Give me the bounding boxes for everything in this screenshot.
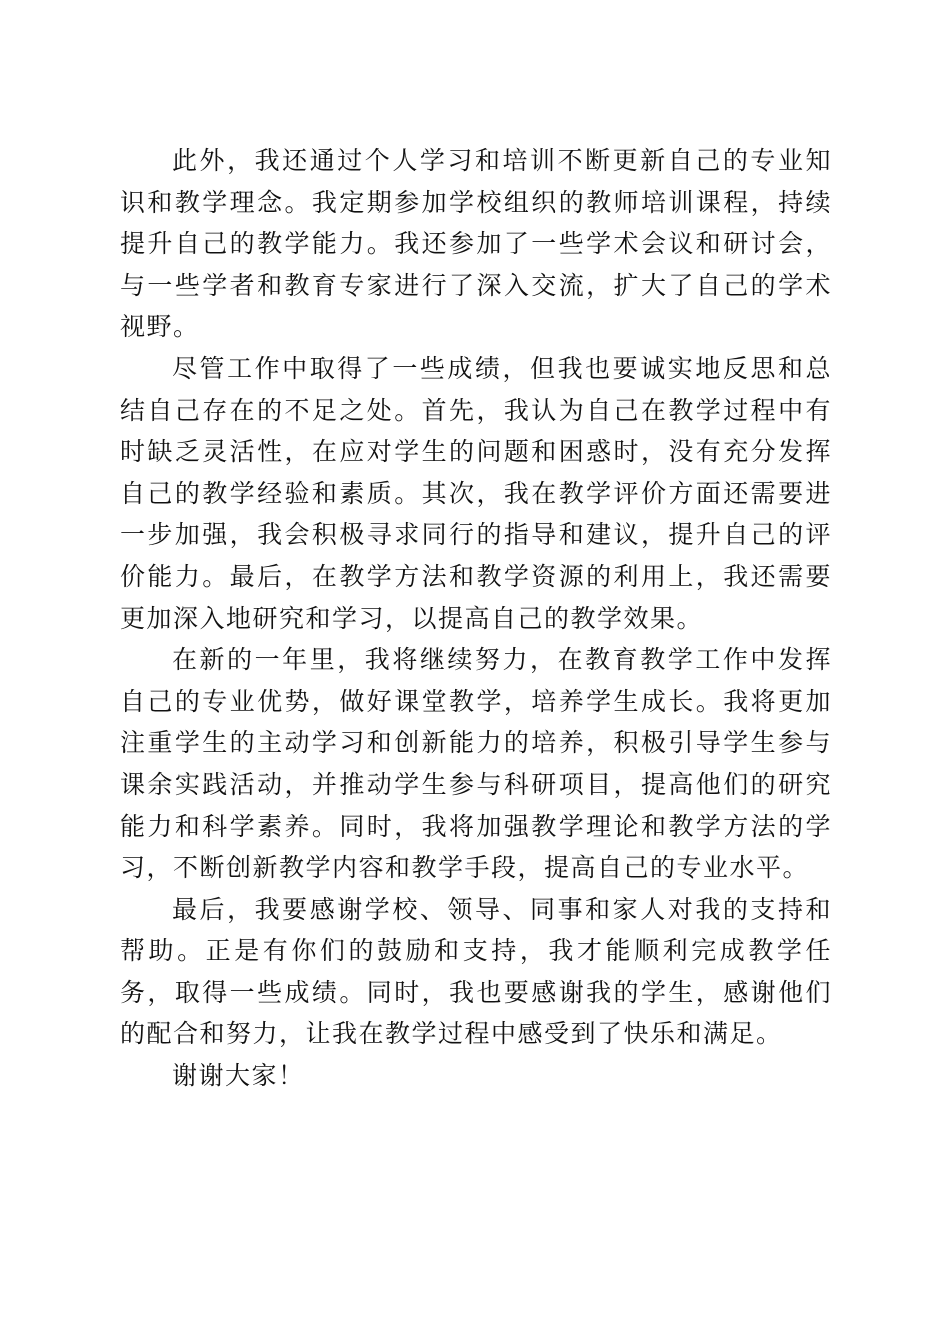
paragraph-thanks: 最后，我要感谢学校、领导、同事和家人对我的支持和帮助。正是有你们的鼓励和支持，我才能顺利完成教学任务，取得一些成绩。同时，我也要感谢我的学生，感谢他们的配合和努力，让我在教学过程中感受到了快乐和满足。 — [120, 894, 832, 1049]
paragraph-closing: 谢谢大家！ — [172, 1061, 305, 1091]
paragraph-self-study: 此外，我还通过个人学习和培训不断更新自己的专业知识和教学理念。我定期参加学校组织的教师培训课程，持续提升自己的教学能力。我还参加了一些学术会议和研讨会，与一些学者和教育专家进行了深入交流，扩大了自己的学术视野。 — [120, 146, 832, 342]
paragraph-future-plan: 在新的一年里，我将继续努力，在教育教学工作中发挥自己的专业优势，做好课堂教学，培养学生成长。我将更加注重学生的主动学习和创新能力的培养，积极引导学生参与课余实践活动，并推动学生参与科研项目，提高他们的研究能力和科学素养。同时，我将加强教学理论和教学方法的学习，不断创新教学内容和教学手段，提高自己的专业水平。 — [120, 645, 832, 883]
paragraph-reflection: 尽管工作中取得了一些成绩，但我也要诚实地反思和总结自己存在的不足之处。首先，我认为自己在教学过程中有时缺乏灵活性，在应对学生的问题和困惑时，没有充分发挥自己的教学经验和素质。其次，我在教学评价方面还需要进一步加强，我会积极寻求同行的指导和建议，提升自己的评价能力。最后，在教学方法和教学资源的利用上，我还需要更加深入地研究和学习，以提高自己的教学效果。 — [120, 353, 832, 633]
document-body — [120, 140, 832, 1097]
